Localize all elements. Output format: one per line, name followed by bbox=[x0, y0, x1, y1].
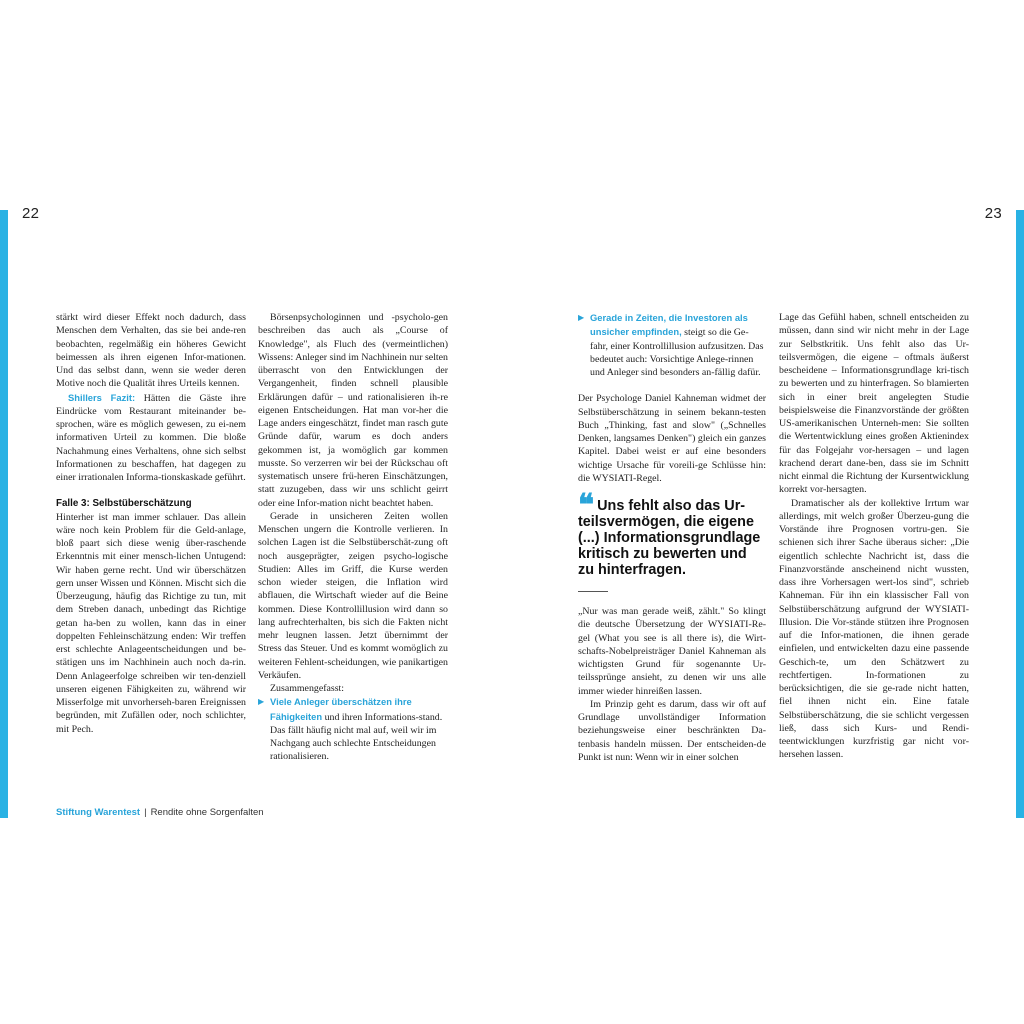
arrow-bullet-icon: ▶ bbox=[578, 313, 585, 322]
footer-separator: | bbox=[144, 807, 147, 818]
page-number-right: 23 bbox=[984, 205, 1002, 222]
paragraph: Der Psychologe Daniel Kahneman widmet der Selbstüberschätzung in seinem bekann-testen Buch „Thinking, fast and slow" („Schnelles Denken, langsames Denken") gleich ein ganzes Kapitel. Dabei weist er auf eine besonders wichtige Ursache für voreili-ge Schlüsse hin: die WYSIATI-Regel. bbox=[578, 393, 766, 484]
section-heading: Falle 3: Selbstüberschätzung bbox=[56, 498, 192, 510]
paragraph: „Nur was man gerade weiß, zählt." So klingt die deutsche Übersetzung der WYSIATI-Re-gel (What you see is all there is), die Wirt-schafts-Nobelpreisträger Daniel Kahneman als wichtigsten Grund für sogenannte Ur-teilssprünge ansieht, zu denen wir uns alle immer wieder hinreißen lassen. bbox=[578, 606, 766, 697]
paragraph-text: Hätten die Gäste ihre Eindrücke vom Restaurant miteinander be-sprochen, wäre es möglich gewesen, zu ei-nem informativen Urteil zu kommen. Die bloße Nachahmung eines Verhaltens, ohne sich selbst Informationen zu beschaffen, hat dagegen zu einer irrationalen Informa-tionskaskade geführt. bbox=[56, 392, 246, 483]
footer-title: Rendite ohne Sorgenfalten bbox=[150, 807, 264, 818]
paragraph: Gerade in unsicheren Zeiten wollen Menschen ungern die Kontrolle verlieren. In solchen Lagen ist die Selbstüberschät-zung oft noch ausgeprägter, zeigen psycho-logische Studien: Alles im Griff, die Kurse werden schon wieder steigen, die Inflation wird abflauen, die Wirtschaft wieder auf die Beine kommen. Diese Kontrollillusion wird dann so lang aufrechterhalten, bis sich die Fakten nicht mehr leugnen lassen. Jetzt übernimmt der Stress das Steuer. Und es kommt womöglich zu weiteren Fehlent-scheidungen, wie panikartigen Verkäufen. bbox=[258, 510, 448, 681]
column-3 bbox=[578, 311, 766, 764]
page-footer bbox=[56, 807, 264, 818]
paragraph: Dramatischer als der kollektive Irrtum war allerdings, mit welch großer Überzeu-gung die Vorstände ihre Prognosen vortru-gen. Sie schienen sich ihrer Sache überaus sicher: „Die eigentlich schlechte Nachricht ist, dass die Finanzvorstände anscheinend nicht wussten, dass ihre Vorhersagen wert-los sind", schrieb Kahneman. Für ihn ein klassischer Fall von Selbstüberschätzung aufgrund der WYSIATI-Illusion. Die Vor-stände stützen ihre Prognosen auf die Infor-mationen, die ihnen gerade einfielen, und entwickelten dazu eine passende Geschich-te, um den Schätzwert zu rechtfertigen. In-formationen zu berücksichtigen, die sie ge-rade nicht hatten, fiel ihnen nicht ein. Eine fatale Selbstüberschätzung, die sie schlicht vergessen ließ, dass sich Kurs- und Rendi-teentwicklungen kurzfristig gar nicht vor-hersehen lassen. bbox=[779, 497, 969, 761]
paragraph: Lage das Gefühl haben, schnell entscheiden zu müssen, dann sind wir nicht mehr in der Lage zur Selbstkritik. Uns fehlt also das Ur-teilsvermögen, die eigene – oftmals äußerst bescheidene – Informationsgrundlage kri-tisch zu bewerten und zu hinterfragen. So blamierten sich in einer breit angelegten Studie beispielsweise die Finanzvorstände der größten US-amerikanischen Unterneh-men: Sie sollten die Wertentwicklung eines großen Aktienindex für das Folgejahr vor-hersagen – und lagen krachend derart dane-ben, dass sie im Schnitt nicht einmal die Richtung der Kursentwicklung korrekt vor-hersagten. bbox=[779, 312, 969, 496]
bullet-lead: Gerade in Zeiten, die Investoren als unsicher empfinden, bbox=[590, 312, 748, 338]
pull-quote bbox=[578, 488, 766, 592]
page-number-left: 22 bbox=[22, 205, 40, 222]
pull-quote-text: Uns fehlt also das Ur-teilsvermögen, die eigene (...) Informationsgrundlage kritisch zu bewerten und zu hinterfragen. bbox=[578, 498, 761, 578]
bullet-text: steigt so die Ge-fahr, einer Kontrollillusion aufzusitzen. Das bedeutet auch: Vorsichtige Anlege-rinnen und Anleger sind besonders an-fällig dafür. bbox=[590, 327, 764, 378]
column-2 bbox=[258, 311, 448, 764]
arrow-bullet-icon: ▶ bbox=[258, 697, 265, 707]
summary-label: Zusammengefasst: bbox=[270, 683, 345, 694]
quote-divider bbox=[578, 591, 608, 592]
paragraph: stärkt wird dieser Effekt noch dadurch, dass Menschen dem Verhalten, das sie bei ande-ren beobachten, regelmäßig ein höheres Gewicht beimessen als ihren eigenen Infor-mationen. Und das selbst dann, wenn sie weder deren Motive noch die Qualität ihres Urteils kennen. bbox=[56, 312, 246, 390]
paragraph: Im Prinzip geht es darum, dass wir oft auf Grundlage unvollständiger Information beziehungsweise einer beschränkten Da-tenbasis handeln müssen. Der entscheiden-de Punkt ist nun: Wenn wir in einer solchen bbox=[578, 698, 766, 763]
paragraph: Hinterher ist man immer schlauer. Das allein wäre noch kein Problem für die Geld-anlage, bloß paart sich diese wenig über-raschende Erkenntnis mit einer mensch-lichen Untugend: Wir haben gerne recht. Und wir überschätzen gern unser Wissen und Können. Mischt sich die Überzeugung, häufig das Richtige zu tun, mit dem Streben danach, unbedingt das Richtige getan ha-ben zu wollen, kann das in einer doppelten Fehleinschätzung enden: Wir treffen erst schlechte Anlageentscheidungen und be-stätigen uns im Nachhinein auch noch da-rin. Denn Anlageerfolge schreiben wir ten-denziell unseren eigenen Fähigkeiten zu, während wir Misserfolge mit unvorherseh-baren Ereignissen begründen, mit Zufällen oder, noch schlichter, mit Pech. bbox=[56, 511, 246, 735]
quote-icon: ❝ bbox=[578, 488, 595, 523]
column-4 bbox=[779, 311, 969, 762]
right-edge-bar bbox=[1016, 210, 1024, 818]
bullet-item bbox=[258, 695, 448, 763]
bullet-lead: Viele Anleger überschätzen ihre Fähigkeiten bbox=[270, 696, 412, 722]
paragraph: Börsenpsychologinnen und -psycholo-gen beschreiben das auch als „Course of Knowledge", als Fluch des (vermeintlichen) Wissens: Anleger sind im Nachhinein nur selten überrascht von den Entwicklungen der Vergangenheit, finden schnell plausible Erklärungen dafür – und rationalisieren ih-re eigenen Entscheidungen. Hat man vor-her die Lage anders eingeschätzt, findet man rasch gute Gründe dafür, warum es doch anders gekommen ist, ja womöglich gar kommen musste. So verzerren wir bei der Rückschau oft systematisch unsere frü-heren Einschätzungen, statt zuzugeben, dass wir uns schlicht geirrt oder eine Infor-mation nicht beachtet haben. bbox=[258, 312, 448, 509]
bullet-text: und ihren Informations-stand. Das fällt häufig nicht mal auf, weil wir im Nachgang auch schlechte Entscheidungen rationalisieren. bbox=[270, 711, 443, 763]
column-1 bbox=[56, 311, 246, 736]
highlight-lead: Shillers Fazit: bbox=[68, 391, 136, 403]
left-edge-bar bbox=[0, 210, 8, 818]
paragraph-shiller bbox=[56, 391, 246, 485]
bullet-item bbox=[578, 311, 766, 379]
footer-brand: Stiftung Warentest bbox=[56, 807, 141, 818]
